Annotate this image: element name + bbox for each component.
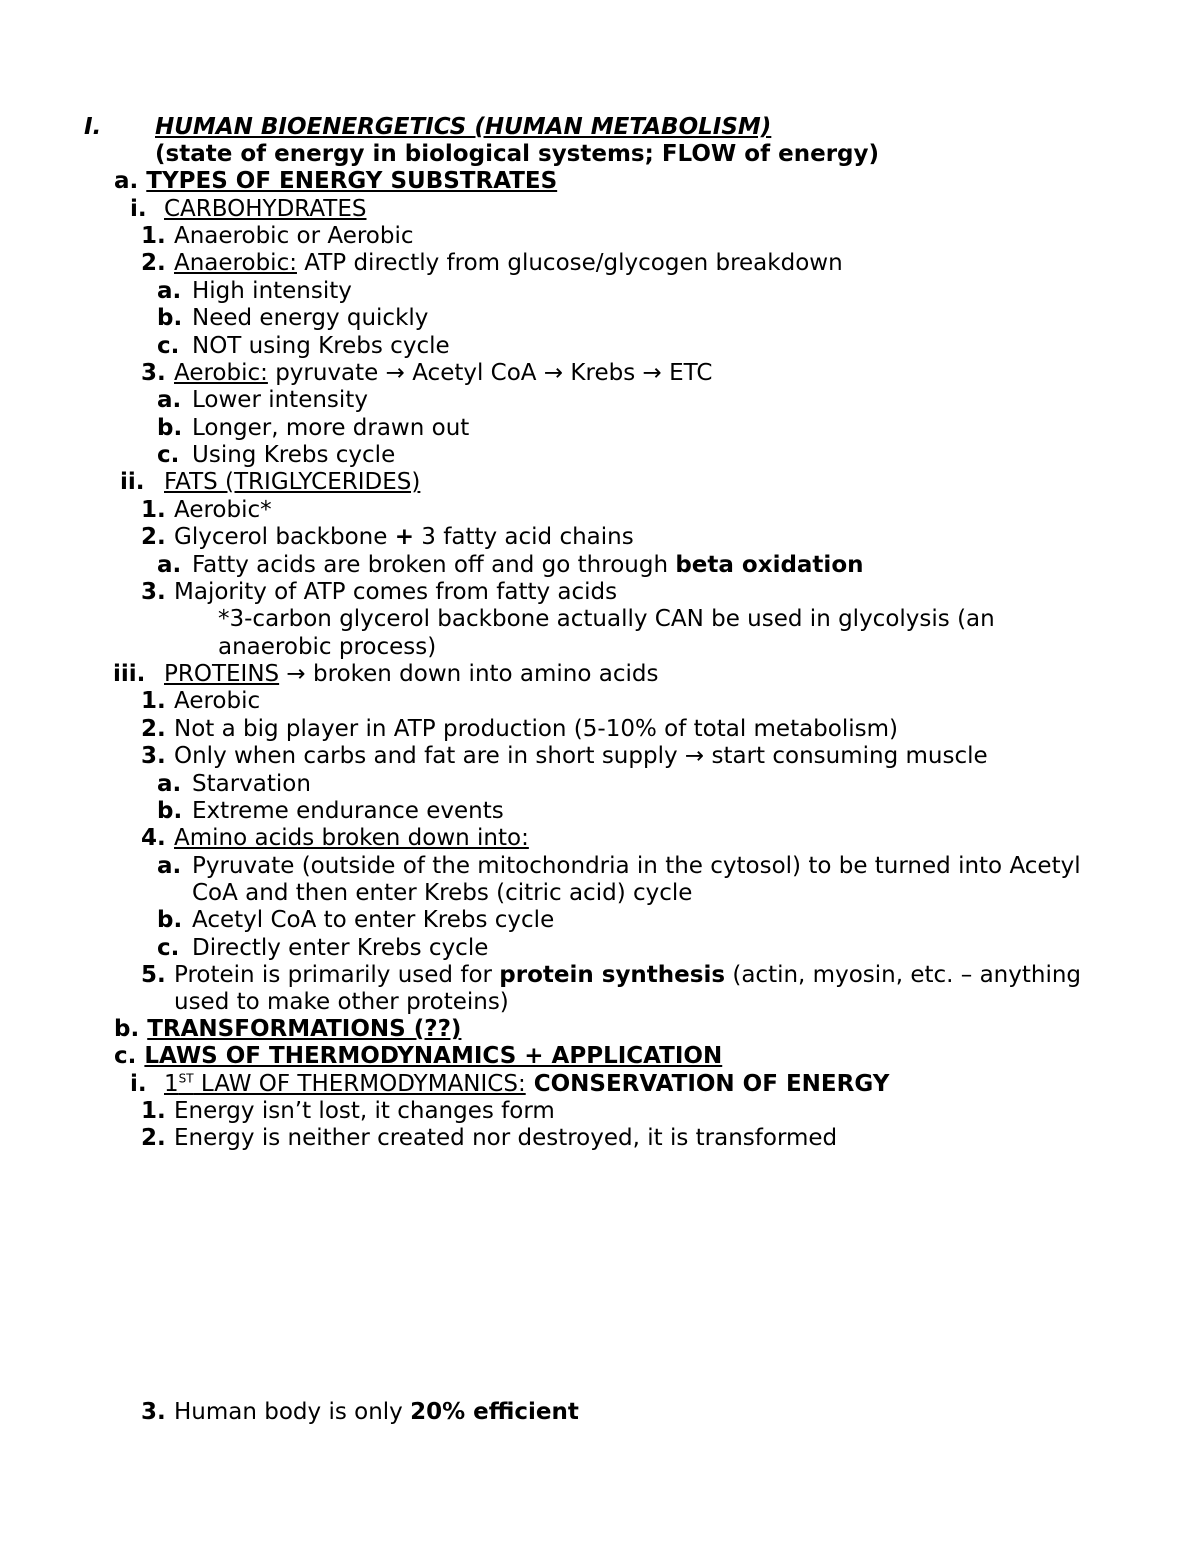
carbs-heading [130, 196, 367, 223]
list-marker: iii. [113, 661, 146, 687]
outline-marker: I. [84, 114, 102, 140]
list-item: c. NOT using Krebs cycle [157, 333, 450, 359]
list-item: b. Need energy quickly [157, 305, 429, 331]
list-marker: i. [130, 1071, 147, 1097]
list-item: 2. Glycerol backbone + 3 fatty acid chains [141, 524, 634, 550]
section-a-heading [114, 168, 557, 195]
document-subtitle: (state of energy in biological systems; FLOW of energy) [155, 141, 880, 167]
list-marker: b. [114, 1016, 140, 1042]
list-item: 1. Anaerobic or Aerobic [141, 223, 414, 249]
fats-heading [120, 469, 420, 496]
list-item: 1. Aerobic [141, 688, 261, 714]
list-item-continuation: CoA and then enter Krebs (citric acid) cycle [192, 880, 693, 906]
list-item: 5. Protein is primarily used for protein synthesis (actin, myosin, etc. – anything [141, 962, 1082, 988]
section-c-heading [114, 1043, 722, 1070]
list-item-continuation: used to make other proteins) [174, 989, 509, 1015]
document-title: HUMAN BIOENERGETICS (HUMAN METABOLISM) [155, 114, 772, 140]
fats-title: FATS (TRIGLYCERIDES) [164, 469, 421, 495]
list-marker: i. [130, 196, 147, 222]
list-item: 2. Not a big player in ATP production (5-10% of total metabolism) [141, 716, 898, 742]
section-c-title: LAWS OF THERMODYNAMICS + APPLICATION [144, 1043, 723, 1069]
list-item: 3. Only when carbs and fat are in short supply → start consuming muscle [141, 743, 988, 769]
section-a-title: TYPES OF ENERGY SUBSTRATES [146, 168, 558, 194]
list-item: a. Fatty acids are broken off and go through beta oxidation [157, 552, 864, 578]
list-item: 4. Amino acids broken down into: [141, 825, 529, 851]
list-item: a. Lower intensity [157, 387, 368, 413]
footnote-text: anaerobic process) [218, 634, 437, 660]
list-item: 3. Aerobic: pyruvate → Acetyl CoA → Krebs → ETC [141, 360, 713, 386]
list-item: b. Extreme endurance events [157, 798, 504, 824]
list-item: b. Acetyl CoA to enter Krebs cycle [157, 907, 555, 933]
proteins-title: PROTEINS [164, 661, 280, 687]
list-item: 1. Aerobic* [141, 497, 272, 523]
carbs-title: CARBOHYDRATES [164, 196, 367, 222]
list-item: a. High intensity [157, 278, 352, 304]
list-item: 2. Anaerobic: ATP directly from glucose/glycogen breakdown [141, 250, 843, 276]
list-marker: a. [114, 168, 139, 194]
list-item: c. Using Krebs cycle [157, 442, 396, 468]
list-item: a. Starvation [157, 771, 311, 797]
list-item: 3. Human body is only 20% efficient [141, 1399, 579, 1425]
footnote-text: *3-carbon glycerol backbone actually CAN be used in glycolysis (an [218, 606, 995, 632]
section-b-title: TRANSFORMATIONS (??) [147, 1016, 462, 1042]
law1-title: 1ST LAW OF THERMODYMANICS: [164, 1071, 526, 1097]
list-item: 2. Energy is neither created nor destroyed, it is transformed [141, 1125, 838, 1151]
list-marker: ii. [120, 469, 145, 495]
list-marker: c. [114, 1043, 137, 1069]
law1-heading: i. 1ST LAW OF THERMODYMANICS: CONSERVATION OF ENERGY [130, 1071, 890, 1097]
list-item: a. Pyruvate (outside of the mitochondria in the cytosol) to be turned into Acetyl [157, 853, 1081, 879]
list-item: b. Longer, more drawn out [157, 415, 470, 441]
section-b-heading [114, 1016, 461, 1043]
list-item: 1. Energy isn’t lost, it changes form [141, 1098, 555, 1124]
proteins-heading: iii. PROTEINS → broken down into amino acids [113, 661, 659, 687]
list-item: c. Directly enter Krebs cycle [157, 935, 489, 961]
list-item: 3. Majority of ATP comes from fatty acids [141, 579, 618, 605]
